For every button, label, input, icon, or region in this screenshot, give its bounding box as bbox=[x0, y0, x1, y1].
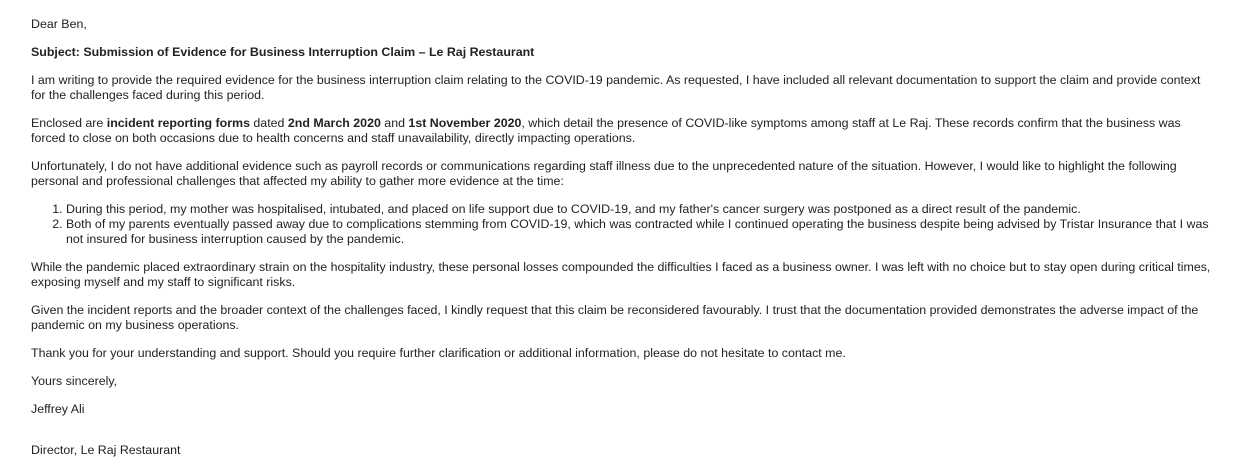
enclosures-text-1: Enclosed are bbox=[31, 116, 107, 130]
paragraph-challenges: Unfortunately, I do not have additional evidence such as payroll records or communications regarding staff illness due to the unprecedented nature of the situation. However, I would like to highlight the following personal and professional challenges that affected my ability to gather more evidence at the time: bbox=[31, 159, 1177, 188]
paragraph-request: Given the incident reports and the broader context of the challenges faced, I kindly request that this claim be reconsidered favourably. I trust that the documentation provided demonstrates the adverse impact of the pandemic on my business operations. bbox=[31, 303, 1199, 332]
paragraph-intro: I am writing to provide the required evidence for the business interruption claim relating to the COVID-19 pandemic. As requested, I have included all relevant documentation to support the claim and provide context for the challenges faced during this period. bbox=[31, 73, 1201, 102]
enclosures-bold-date-1: 2nd March 2020 bbox=[287, 116, 381, 130]
enclosures-bold-forms: incident reporting forms bbox=[106, 116, 250, 130]
greeting: Dear Ben, bbox=[31, 17, 87, 31]
challenges-list bbox=[31, 202, 1217, 247]
closing: Yours sincerely, bbox=[31, 374, 118, 388]
enclosures-text-2: dated bbox=[249, 116, 288, 130]
paragraph-thanks: Thank you for your understanding and support. Should you require further clarification or additional information, please do not hesitate to contact me. bbox=[31, 346, 846, 360]
signature-title: Director, Le Raj Restaurant bbox=[31, 443, 181, 457]
enclosures-text-4: , which detail the presence of COVID-like symptoms among staff at Le Raj. These records confirm that the business was forced to close on both occasions due to health concerns and staff unavailability, directly impacting operations. bbox=[31, 116, 1181, 145]
subject-line: Subject: Submission of Evidence for Business Interruption Claim – Le Raj Restaurant bbox=[31, 45, 535, 59]
list-item: 1. During this period, my mother was hospitalised, intubated, and placed on life support due to COVID-19, and my father's cancer surgery was postponed as a direct result of the pandemic. bbox=[66, 202, 1217, 217]
signature-name: Jeffrey Ali bbox=[31, 402, 85, 416]
list-item: 2. Both of my parents eventually passed away due to complications stemming from COVID-19, which was contracted while I continued operating the business despite being advised by Tristar Insurance that I was not insured for business interruption caused by the pandemic. bbox=[66, 217, 1217, 247]
paragraph-impact: While the pandemic placed extraordinary strain on the hospitality industry, these personal losses compounded the difficulties I faced as a business owner. I was left with no choice but to stay open during critical times, exposing myself and my staff to significant risks. bbox=[31, 260, 1211, 289]
enclosures-text-3: and bbox=[380, 116, 409, 130]
enclosures-bold-date-2: 1st November 2020 bbox=[408, 116, 522, 130]
paragraph-enclosures bbox=[31, 116, 1217, 146]
